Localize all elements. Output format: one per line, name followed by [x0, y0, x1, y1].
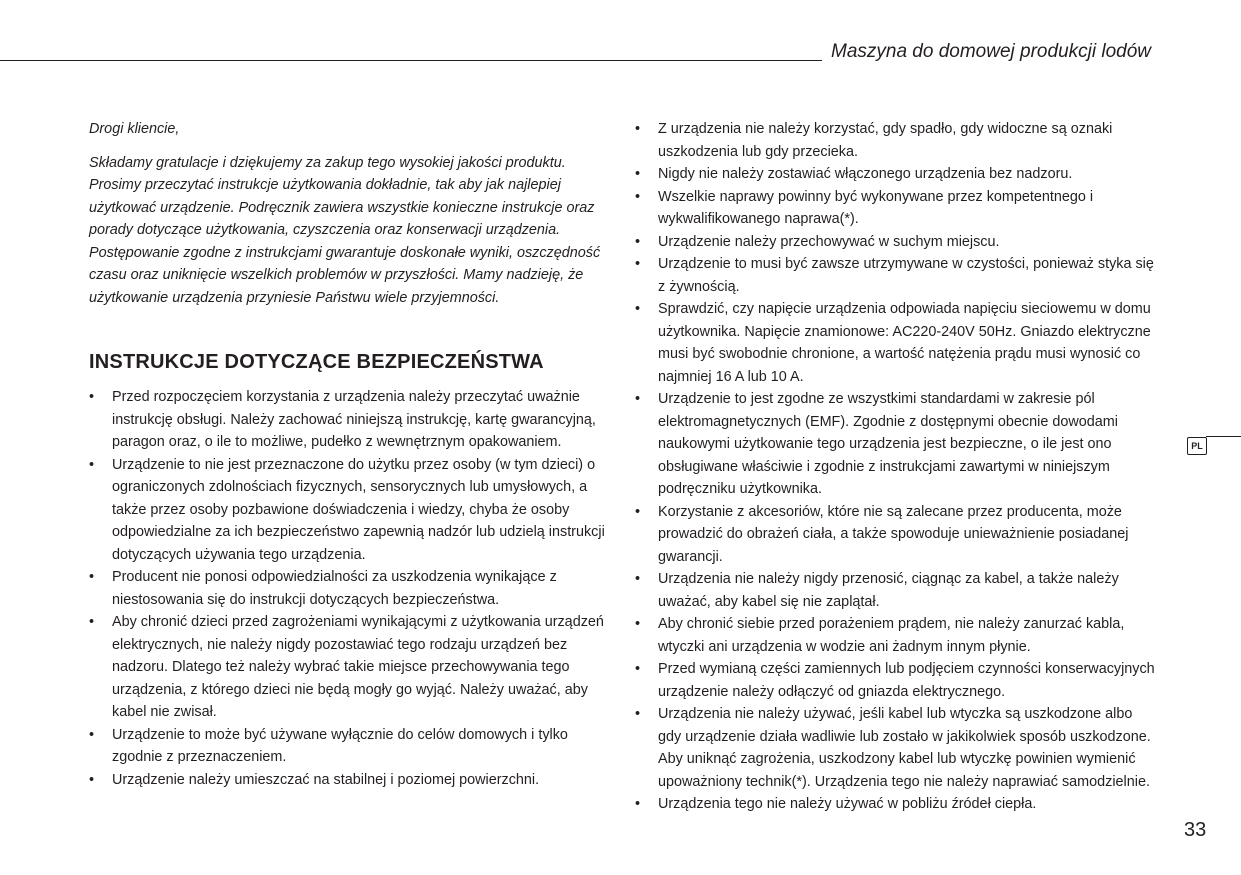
safety-list-left: [89, 386, 611, 791]
safety-item-text: Przed wymianą części zamiennych lub podjęciem czynności konserwacyjnych urządzenie należy odłączyć od gniazda elektrycznego.: [658, 661, 1155, 700]
bullet-marker: •: [89, 614, 95, 630]
safety-item-text: Z urządzenia nie należy korzystać, gdy spadło, gdy widoczne są oznaki uszkodzenia lub gdy przecieka.: [658, 121, 1113, 160]
intro-paragraph: Składamy gratulacje i dziękujemy za zakup tego wysokiej jakości produktu. Prosimy przeczytać instrukcje użytkowania dokładnie, tak aby jak najlepiej użytkować urządzenie. Podręcznik zawiera wszystkie konieczne instrukcje oraz porady dotyczące użytkowania, czyszczenia oraz konserwacji urządzenia. Postępowanie zgodne z instrukcjami gwarantuje doskonałe wyniki, oszczędność czasu oraz uniknięcie wszelkich problemów w przyszłości. Mamy nadzieję, że użytkowanie urządzenia przyniesie Państwu wiele przyjemności.: [89, 154, 601, 306]
bullet-marker: •: [635, 706, 641, 722]
safety-heading: INSTRUKCJE DOTYCZĄCE BEZPIECZEŃSTWA: [89, 351, 544, 373]
safety-item-text: Nigdy nie należy zostawiać włączonego urządzenia bez nadzoru.: [658, 166, 1073, 182]
safety-list-item: [635, 163, 1157, 186]
safety-item-text: Aby chronić siebie przed porażeniem prądem, nie należy zanurzać kabla, wtyczki ani urządzenia w wodzie ani żadnym innym płynie.: [658, 616, 1125, 655]
safety-list-item: [635, 253, 1157, 298]
safety-list-item: [89, 724, 611, 769]
safety-item-text: Producent nie ponosi odpowiedzialności za uszkodzenia wynikające z niestosowania się do instrukcji dotyczących bezpieczeństwa.: [112, 569, 557, 608]
safety-item-text: Urządzenia tego nie należy używać w pobliżu źródeł ciepła.: [658, 796, 1037, 812]
bullet-marker: •: [89, 389, 95, 405]
left-column: [89, 118, 611, 791]
safety-list-item: [635, 186, 1157, 231]
safety-item-text: Urządzenie należy umieszczać na stabilnej i poziomej powierzchni.: [112, 771, 540, 788]
bullet-marker: •: [635, 571, 641, 587]
safety-list-item: [89, 454, 611, 567]
safety-item-text: Sprawdzić, czy napięcie urządzenia odpowiada napięciu sieciowemu w domu użytkownika. Napięcie znamionowe: AC220-240V 50Hz. Gniazdo elektryczne musi być swobodnie chronione, a wartość natężenia prądu musi wynosić co najmniej 16 A lub 10 A.: [658, 301, 1151, 385]
safety-list-item: [635, 501, 1157, 569]
greeting: Drogi kliencie,: [89, 121, 180, 137]
safety-list-item: [635, 388, 1157, 501]
safety-list-right: [635, 118, 1157, 816]
safety-list-item: [635, 613, 1157, 658]
safety-item-text: Wszelkie naprawy powinny być wykonywane przez kompetentnego i wykwalifikowanego naprawa(*).: [658, 188, 1094, 227]
safety-list-item: [635, 298, 1157, 388]
safety-item-text: Aby chronić dzieci przed zagrożeniami wynikającymi z użytkowania urządzeń elektrycznych, nie należy nigdy pozostawiać tego rodzaju urządzeń bez nadzoru. Dlatego też należy wybrać takie miejsce przechowywania tego urządzenia, z którego dzieci nie będą mogły go wyjąć. Należy uważać, aby kabel nie zwisał.: [112, 614, 604, 720]
bullet-marker: •: [89, 771, 95, 788]
safety-item-text: Urządzenia nie należy nigdy przenosić, ciągnąc za kabel, a także należy uważać, aby kabel się nie zaplątał.: [658, 571, 1119, 610]
bullet-marker: •: [635, 121, 641, 137]
safety-item-text: Przed rozpoczęciem korzystania z urządzenia należy przeczytać uważnie instrukcję obsługi. Należy zachować niniejszą instrukcję, kartę gwarancyjną, paragon oraz, o ile to możliwe, pudełko z wewnętrznym opakowaniem.: [112, 389, 596, 450]
safety-item-text: Urządzenie to może być używane wyłącznie do celów domowych i tylko zgodnie z przeznaczeniem.: [112, 726, 568, 765]
safety-item-text: Urządzenie to jest zgodne ze wszystkimi standardami w zakresie pól elektromagnetycznych (EMF). Zgodnie z dostępnymi obecnie dowodami naukowymi użytkowanie tego urządzenia jest bezpieczne, o ile jest ono obsługiwane właściwie i zgodnie z instrukcjami zawartymi w niniejszym podręczniku użytkownika.: [658, 391, 1118, 497]
safety-list-item: [89, 611, 611, 724]
bullet-marker: •: [635, 188, 641, 205]
safety-list-item: [635, 118, 1157, 163]
safety-item-text: Urządzenie należy przechowywać w suchym miejscu.: [658, 233, 1000, 250]
bullet-marker: •: [635, 301, 641, 317]
bullet-marker: •: [635, 233, 641, 250]
document-title: Maszyna do domowej produkcji lodów: [831, 41, 1151, 62]
page-number: 33: [1184, 819, 1207, 841]
bullet-marker: •: [635, 256, 641, 272]
bullet-marker: •: [89, 456, 95, 473]
side-tab-rule: [1206, 436, 1241, 437]
safety-list-item: [89, 386, 611, 454]
safety-list-item: [635, 703, 1157, 793]
bullet-marker: •: [635, 661, 641, 677]
safety-item-text: Urządzenie to nie jest przeznaczone do użytku przez osoby (w tym dzieci) o ograniczonych zdolnościach fizycznych, sensorycznych lub umysłowych, a także przez osoby pozbawione doświadczenia i wiedzy, chyba że osoby odpowiedzialne za ich bezpieczeństwo zapewnią nadzór lub udzielą instrukcji dotyczących używania tego urządzenia.: [112, 456, 605, 563]
bullet-marker: •: [89, 726, 95, 743]
safety-list-item: [635, 231, 1157, 254]
header-rule: [0, 60, 822, 61]
safety-item-text: Urządzenie to musi być zawsze utrzymywane w czystości, ponieważ styka się z żywnością.: [658, 256, 1154, 295]
bullet-marker: •: [89, 569, 95, 585]
safety-item-text: Urządzenia nie należy używać, jeśli kabel lub wtyczka są uszkodzone albo gdy urządzenie działa wadliwie lub zostało w jakikolwiek sposób uszkodzone. Aby uniknąć zagrożenia, uszkodzony kabel lub wtyczkę powinien wymienić upoważniony technik(*). Urządzenia tego nie należy naprawiać samodzielnie.: [658, 706, 1151, 790]
bullet-marker: •: [635, 391, 641, 407]
safety-list-item: [89, 769, 611, 792]
safety-list-item: [89, 566, 611, 611]
safety-list-item: [635, 793, 1157, 816]
right-column: [635, 118, 1157, 816]
bullet-marker: •: [635, 616, 641, 632]
bullet-marker: •: [635, 166, 641, 182]
language-badge: PL: [1187, 437, 1207, 455]
safety-item-text: Korzystanie z akcesoriów, które nie są zalecane przez producenta, może prowadzić do obrażeń ciała, a także spowoduje unieważnienie posiadanej gwarancji.: [658, 503, 1129, 565]
bullet-marker: •: [635, 503, 641, 520]
safety-list-item: [635, 658, 1157, 703]
bullet-marker: •: [635, 796, 641, 812]
safety-list-item: [635, 568, 1157, 613]
